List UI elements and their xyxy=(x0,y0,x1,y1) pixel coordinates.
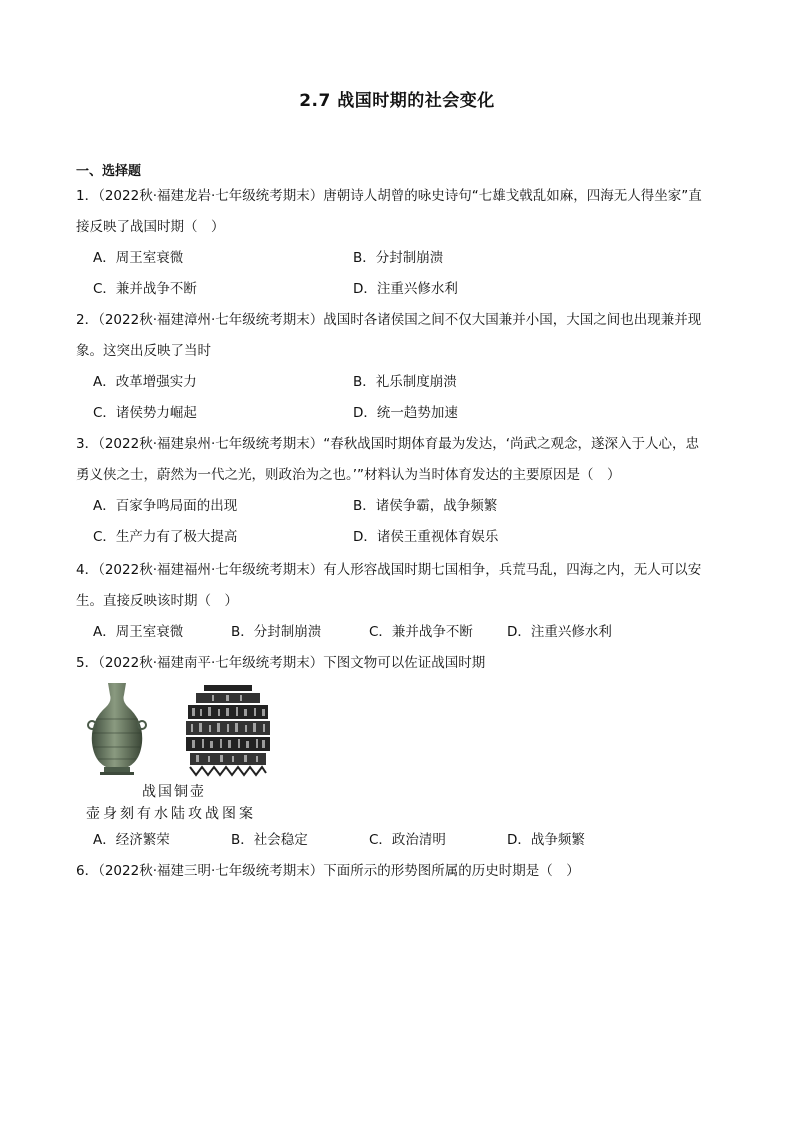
figure-caption-description: 壶身刻有水陆攻战图案 xyxy=(86,806,256,822)
option-b[interactable]: B．诸侯争霸，战争频繁 xyxy=(353,498,498,514)
battle-pattern-rubbing-image xyxy=(182,685,274,777)
option-b[interactable]: B．社会稳定 xyxy=(231,832,308,848)
question-4 xyxy=(76,555,724,617)
option-c[interactable]: C．生产力有了极大提高 xyxy=(93,529,238,545)
question-3-options xyxy=(93,491,613,553)
bronze-hu-vessel-image xyxy=(86,681,148,777)
option-a[interactable]: A．经济繁荣 xyxy=(93,832,170,848)
question-4-line-2: 生。直接反映该时期（ ） xyxy=(76,593,238,609)
option-d[interactable]: D．诸侯王重视体育娱乐 xyxy=(353,529,499,545)
option-a[interactable]: A．周王室衰微 xyxy=(93,624,184,640)
document-title: 2.7 战国时期的社会变化 xyxy=(299,91,495,111)
question-3 xyxy=(76,429,724,491)
question-5 xyxy=(76,648,724,679)
question-6-line-1: 6．（2022秋·福建三明·七年级统考期末）下面所示的形势图所属的历史时期是（ ） xyxy=(76,863,580,879)
question-1-line-1: 1．（2022秋·福建龙岩·七年级统考期末）唐朝诗人胡曾的咏史诗句“七雄戈戟乱如麻，四海无人得坐家”直 xyxy=(76,188,702,204)
figure-caption-title: 战国铜壶 xyxy=(142,784,206,800)
section-heading: 一、选择题 xyxy=(76,164,142,179)
question-4-line-1: 4．（2022秋·福建福州·七年级统考期末）有人形容战国时期七国相争，兵荒马乱，四海之内，无人可以安 xyxy=(76,562,702,578)
option-c[interactable]: C．兼并战争不断 xyxy=(369,624,473,640)
option-c[interactable]: C．政治清明 xyxy=(369,832,446,848)
question-1-options xyxy=(93,243,613,305)
option-d[interactable]: D．注重兴修水利 xyxy=(507,624,612,640)
option-d[interactable]: D．战争频繁 xyxy=(507,832,585,848)
question-2-line-2: 象。这突出反映了当时 xyxy=(76,343,211,359)
question-3-line-1: 3．（2022秋·福建泉州·七年级统考期末）“春秋战国时期体育最为发达，‘尚武之观念，遂深入于人心，忠 xyxy=(76,436,700,452)
question-2-line-1: 2．（2022秋·福建漳州·七年级统考期末）战国时各诸侯国之间不仅大国兼并小国，大国之间也出现兼并现 xyxy=(76,312,702,328)
option-a[interactable]: A．百家争鸣局面的出现 xyxy=(93,498,238,514)
question-2-options xyxy=(93,367,613,429)
question-5-line-1: 5．（2022秋·福建南平·七年级统考期末）下图文物可以佐证战国时期 xyxy=(76,655,486,671)
question-1-line-2: 接反映了战国时期（ ） xyxy=(76,219,225,235)
option-b[interactable]: B．分封制崩溃 xyxy=(231,624,322,640)
option-c[interactable]: C．兼并战争不断 xyxy=(93,281,197,297)
question-6 xyxy=(76,856,724,887)
option-b[interactable]: B．分封制崩溃 xyxy=(353,250,444,266)
option-c[interactable]: C．诸侯势力崛起 xyxy=(93,405,197,421)
question-1 xyxy=(76,181,724,243)
question-2 xyxy=(76,305,724,367)
question-3-line-2: 勇义侠之士，蔚然为一代之光，则政治为之也。’”材料认为当时体育发达的主要原因是（ ） xyxy=(76,467,621,483)
option-d[interactable]: D．注重兴修水利 xyxy=(353,281,458,297)
option-b[interactable]: B．礼乐制度崩溃 xyxy=(353,374,457,390)
question-5-options xyxy=(93,825,645,856)
option-a[interactable]: A．周王室衰微 xyxy=(93,250,184,266)
option-a[interactable]: A．改革增强实力 xyxy=(93,374,197,390)
option-d[interactable]: D．统一趋势加速 xyxy=(353,405,458,421)
question-4-options xyxy=(93,617,645,648)
